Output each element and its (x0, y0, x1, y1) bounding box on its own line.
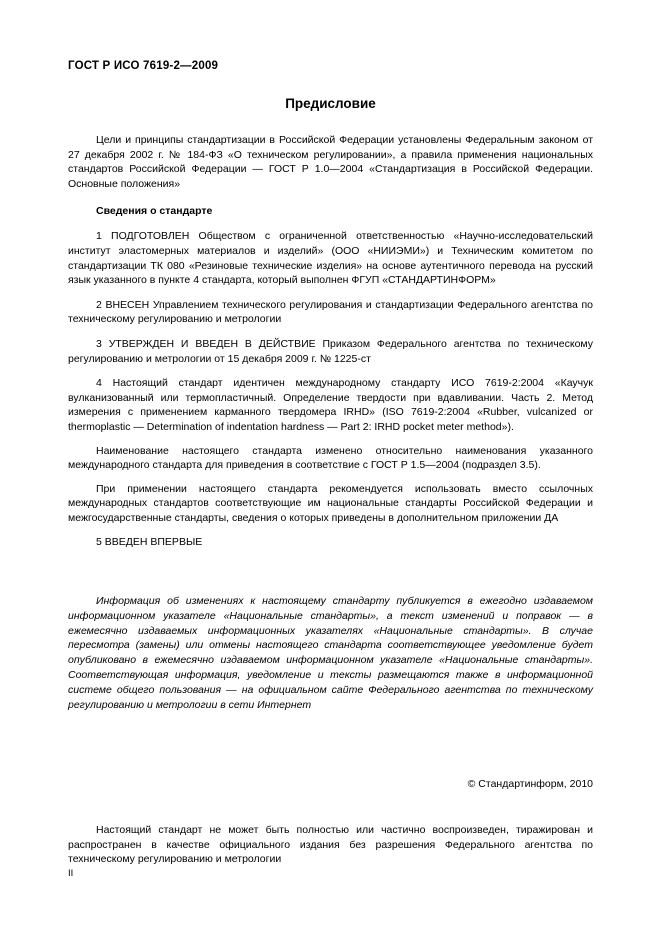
page-number: II (68, 868, 74, 879)
copyright-block (68, 778, 593, 790)
clause-item-4-followup-2: При применении настоящего стандарта рекомендуется использовать вместо ссылочных международных стандартов соответствующие им национальные стандарты Российской Федерации и межгосударственные стандарты, сведения о которых приведены в дополнительном приложении ДА (68, 482, 593, 524)
clause-item-3: 3 УТВЕРЖДЕН И ВВЕДЕН В ДЕЙСТВИЕ Приказом Федерального агентства по техническому регулированию и метрологии от 15 декабря 2009 г. № 1225-ст (68, 337, 593, 365)
footer-block (68, 823, 593, 867)
vertical-spacer (68, 560, 593, 594)
standard-identifier: ГОСТ Р ИСО 7619-2—2009 (68, 60, 219, 72)
clause-item-4-followup-1: Наименование настоящего стандарта изменено относительно наименования указанного международного стандарта для приведения в соответствие с ГОСТ Р 1.5—2004 (подраздел 3.5). (68, 444, 593, 472)
copyright-text: © Стандартинформ, 2010 (467, 778, 593, 790)
clause-item-4: 4 Настоящий стандарт идентичен международному стандарту ИСО 7619-2:2004 «Каучук вулканизованный или термопластичный. Определение твердости при вдавливании. Часть 2. Метод измерения с применением карманного твердомера IRHD» (ISO 7619-2:2004 «Rubber, vulcanized or thermoplastic — Determination of indentation hardness — Part 2: IRHD pocket meter method»). (68, 377, 593, 433)
section-heading: Сведения о стандарте (96, 205, 213, 218)
page-content (68, 60, 593, 712)
clause-item-1: 1 ПОДГОТОВЛЕН Обществом с ограниченной ответственностью «Научно-исследовательский институт эластомерных материалов и изделий» (ООО «НИИЭМИ») и Техническим комитетом по стандартизации ТК 080 «Резиновые технические изделия» на основе аутентичного перевода на русский язык указанного в пункте 4 стандарта, который выполнен ФГУП «СТАНДАРТИНФОРМ» (68, 230, 593, 287)
page-title: Предисловие (285, 96, 376, 111)
reproduction-notice: Настоящий стандарт не может быть полностью или частично воспроизведен, тиражирован и распространен в качестве официального издания без разрешения Федерального агентства по техническому регулированию и метрологии (68, 824, 593, 866)
clause-item-5: 5 ВВЕДЕН ВПЕРВЫЕ (96, 536, 203, 549)
change-notice: Информация об изменениях к настоящему стандарту публикуется в ежегодно издаваемом информационном указателе «Национальные стандарты», а текст изменений и поправок — в ежемесячно издаваемых информационных указателях «Национальные стандарты». В случае пересмотра (замены) или отмены настоящего стандарта соответствующее уведомление будет опубликовано в ежемесячно издаваемом информационном указателе «Национальные стандарты». Соответствующая информация, уведомление и тексты размещаются также в информационной системе общего пользования — на официальном сайте Федерального агентства по техническому регулированию и метрологии в сети Интернет (68, 595, 593, 711)
intro-paragraph: Цели и принципы стандартизации в Российской Федерации установлены Федеральным законом от 27 декабря 2002 г. № 184-ФЗ «О техническом регулировании», а правила применения национальных стандартов Российской Федерации — ГОСТ Р 1.0—2004 «Стандартизация в Российской Федерации. Основные положения» (68, 134, 593, 190)
clause-item-2: 2 ВНЕСЕН Управлением технического регулирования и стандартизации Федерального агентства по техническому регулированию и метрологии (68, 298, 593, 326)
